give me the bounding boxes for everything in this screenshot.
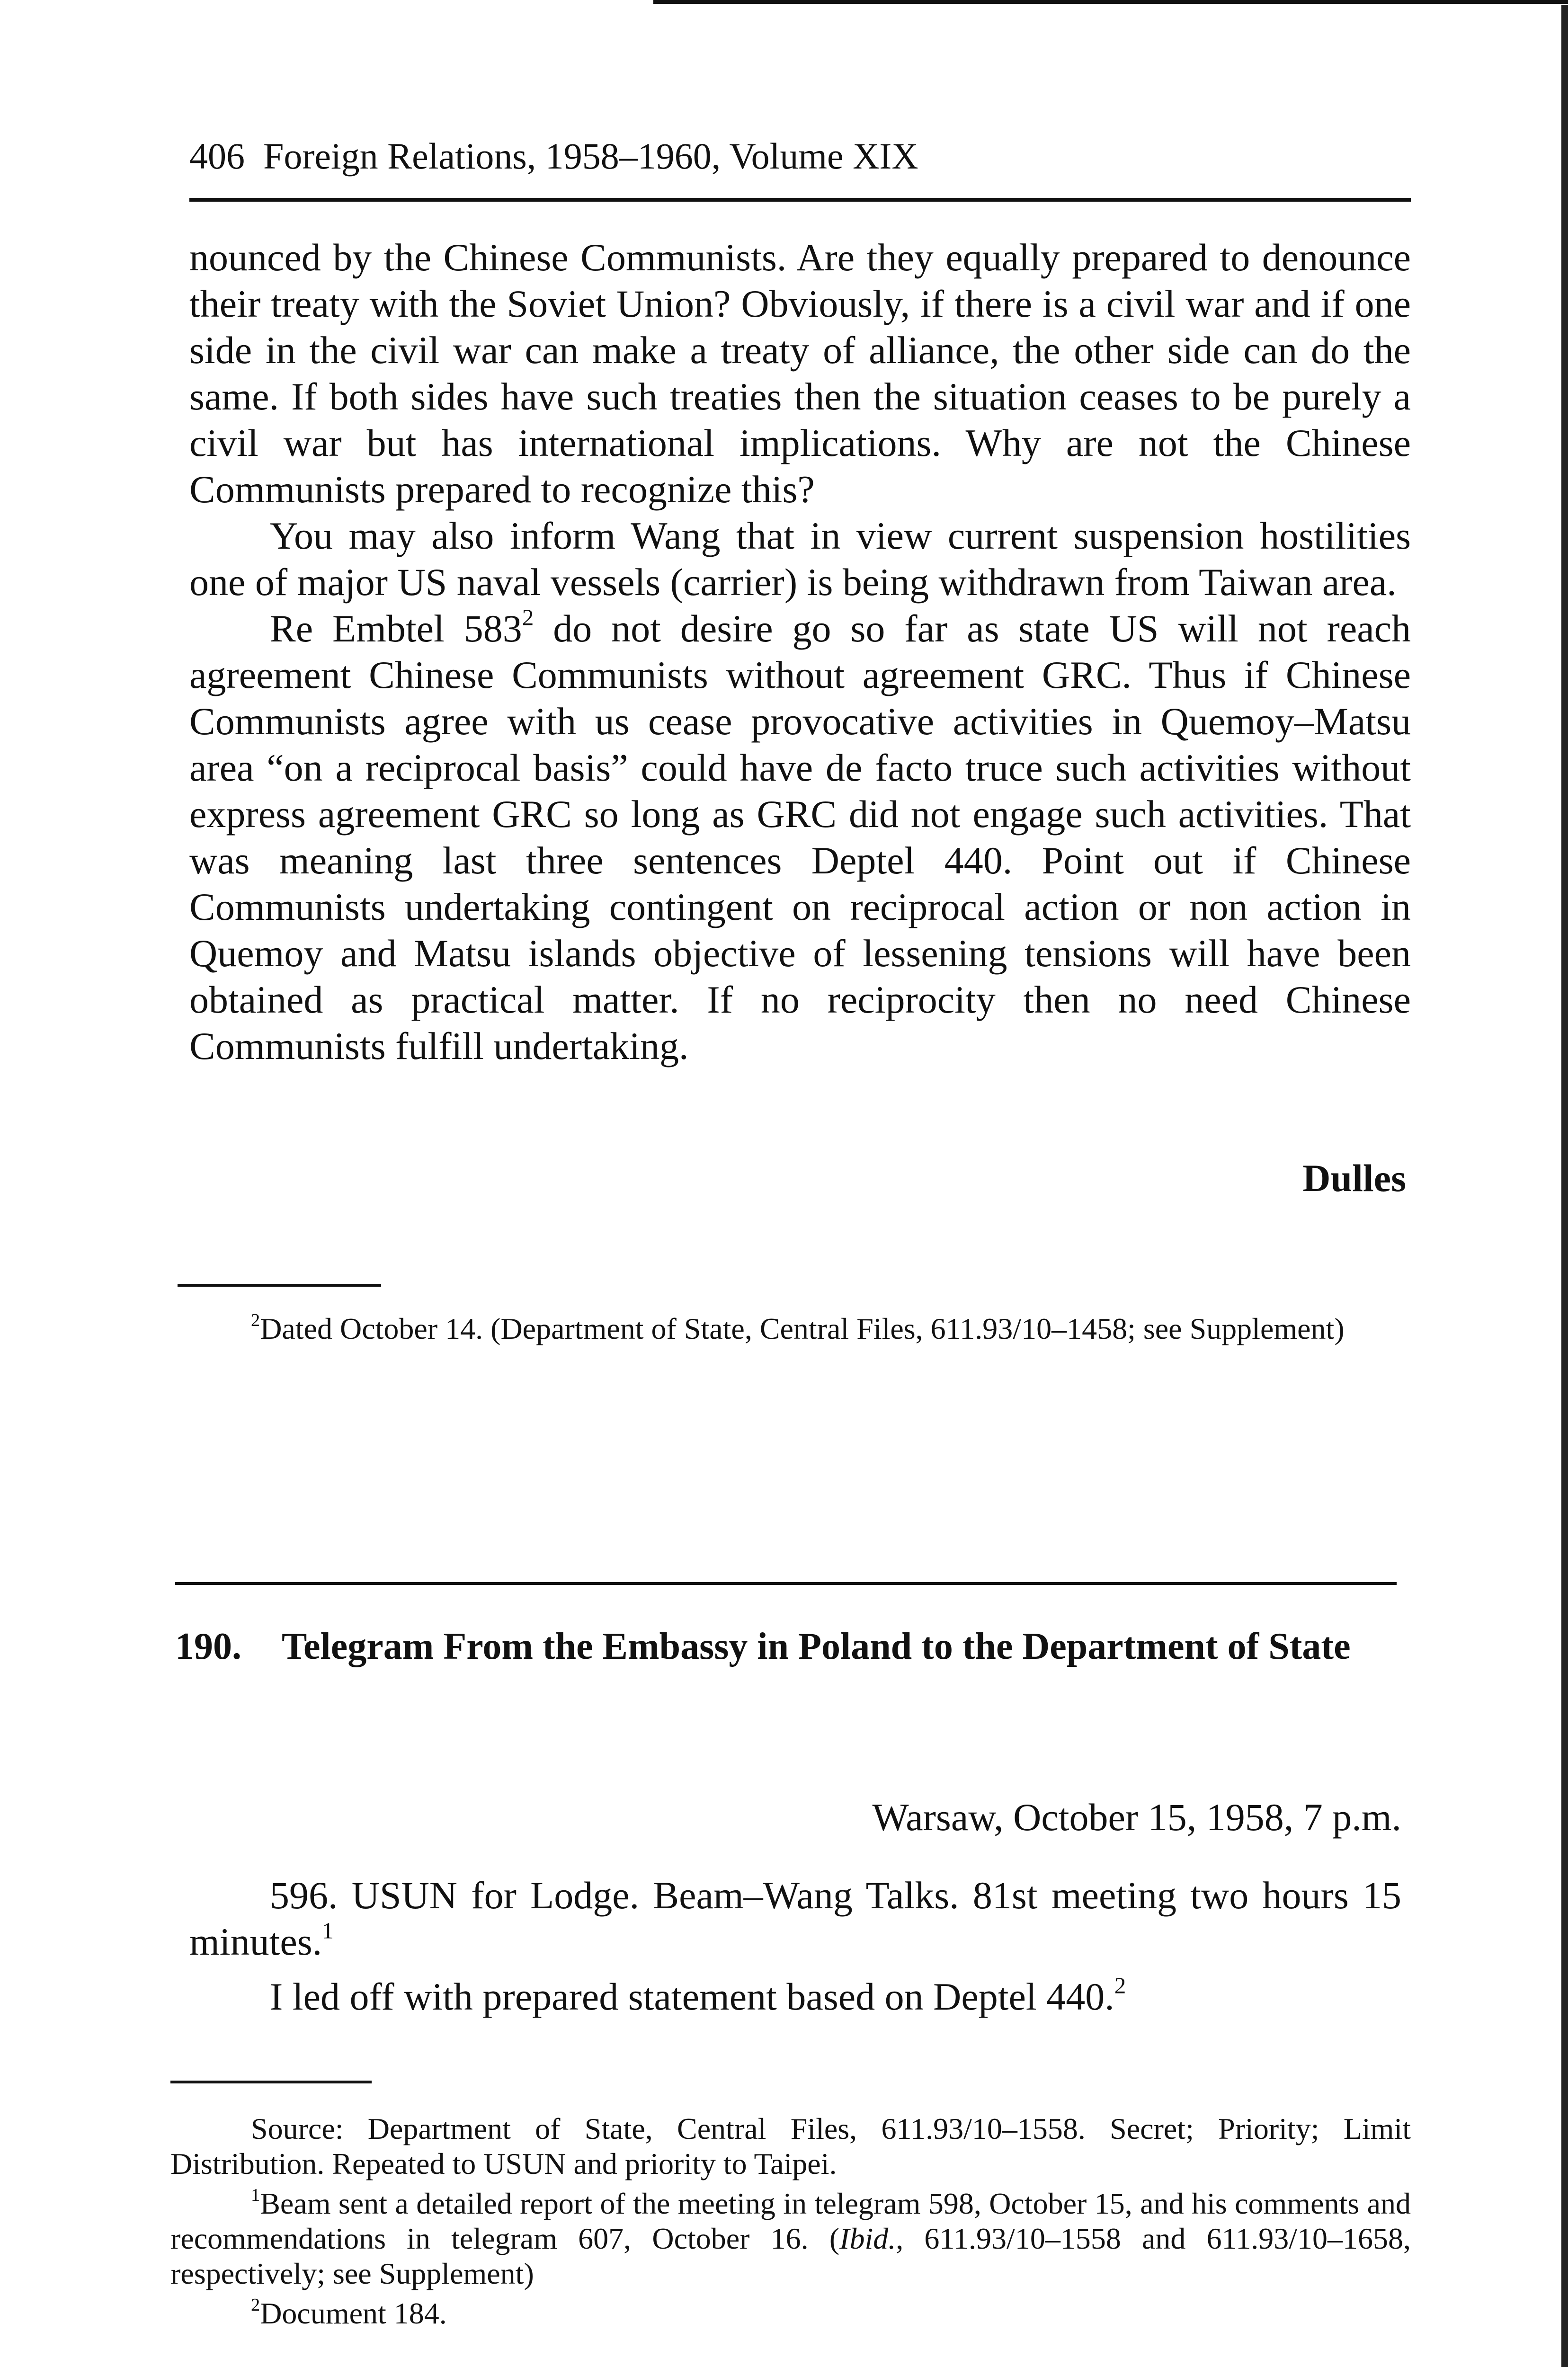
source-note: Source: Department of State, Central Files, 611.93/10–1558. Secret; Priority; Limit Distribution. Repeated to USUN and priority to Taipei.: [170, 2112, 1411, 2180]
footnote-rule: [170, 2081, 372, 2083]
document-number: 190.: [175, 1626, 241, 1667]
body-paragraph-3: Re Embtel $583^2$ do not desire go so far as state US will not reach agreement Chinese Communists without agreement GRC. Thus if Chinese Communists agree with us cease provocative activities in Quemoy–Matsu area “on a reciprocal basis” could have de facto truce such activities without express agreement GRC so long as GRC did not engage such activities. That was meaning last three sentences Deptel 440. Point out if Chinese Communists undertaking contingent on reciprocal action or non action in Quemoy and Matsu islands objective of lessening tensions will have been obtained as practical matter. If no reciprocity then no need Chinese Communists fulfill undertaking.: [189, 604, 1411, 1068]
signature: Dulles: [1302, 1157, 1406, 1200]
scan-edge-bar: [1561, 5, 1568, 2367]
footnote-2-top: $^2$Dated October 14. (Department of State, Central Files, 611.93/10–1458; see Supplement): [251, 1310, 1345, 1345]
document-paragraph-1: 596. USUN for Lodge. Beam–Wang Talks. 81st meeting two hours 15 minutes.$^1$: [189, 1874, 1401, 1963]
document-heading: [175, 1624, 1406, 1669]
page-number: 406: [189, 135, 245, 177]
running-header: [189, 133, 1411, 180]
footnote-ref: 2: [522, 604, 534, 631]
body-text: [189, 234, 1411, 1069]
footnotes-bottom: [170, 2111, 1411, 2331]
volume-title: Foreign Relations, 1958–1960, Volume XIX: [263, 135, 918, 177]
footnote-marker: 2: [251, 1310, 260, 1331]
section-divider: [175, 1582, 1397, 1585]
footnote-1: $^1$Beam sent a detailed report of the meeting in telegram 598, October 15, and his comments and recommendations in telegram 607, October 16. (Ibid., 611.93/10–1558 and 611.93/10–1658, respectively; see Supplement): [170, 2185, 1411, 2290]
document-paragraph-2: I led off with prepared statement based on Deptel 440.$^2$: [270, 1972, 1126, 2018]
footnote-2: $^2$Document 184.: [251, 2295, 447, 2330]
footnote-ref: 2: [1114, 1972, 1126, 1999]
top-edge-line: [653, 0, 1568, 4]
footnote-rule: [178, 1284, 381, 1287]
dateline: Warsaw, October 15, 1958, 7 p.m.: [872, 1796, 1401, 1839]
document-title: Telegram From the Embassy in Poland to the Department of State: [282, 1626, 1351, 1667]
document-body: [189, 1872, 1401, 2020]
body-paragraph-1: nounced by the Chinese Communists. Are they equally prepared to denounce their treaty with the Soviet Union? Obviously, if there is a civil war and if one side in the civil war can make a treaty of alliance, the other side can do the same. If both sides have such treaties then the situation ceases to be purely a civil war but has international implications. Why are not the Chinese Communists prepared to recognize this?: [189, 236, 1411, 511]
body-paragraph-2: You may also inform Wang that in view current suspension hostilities one of major US naval vessels (carrier) is being withdrawn from Taiwan area.: [189, 514, 1411, 604]
header-rule: [189, 198, 1411, 202]
footnote-ref: 1: [322, 1917, 334, 1944]
